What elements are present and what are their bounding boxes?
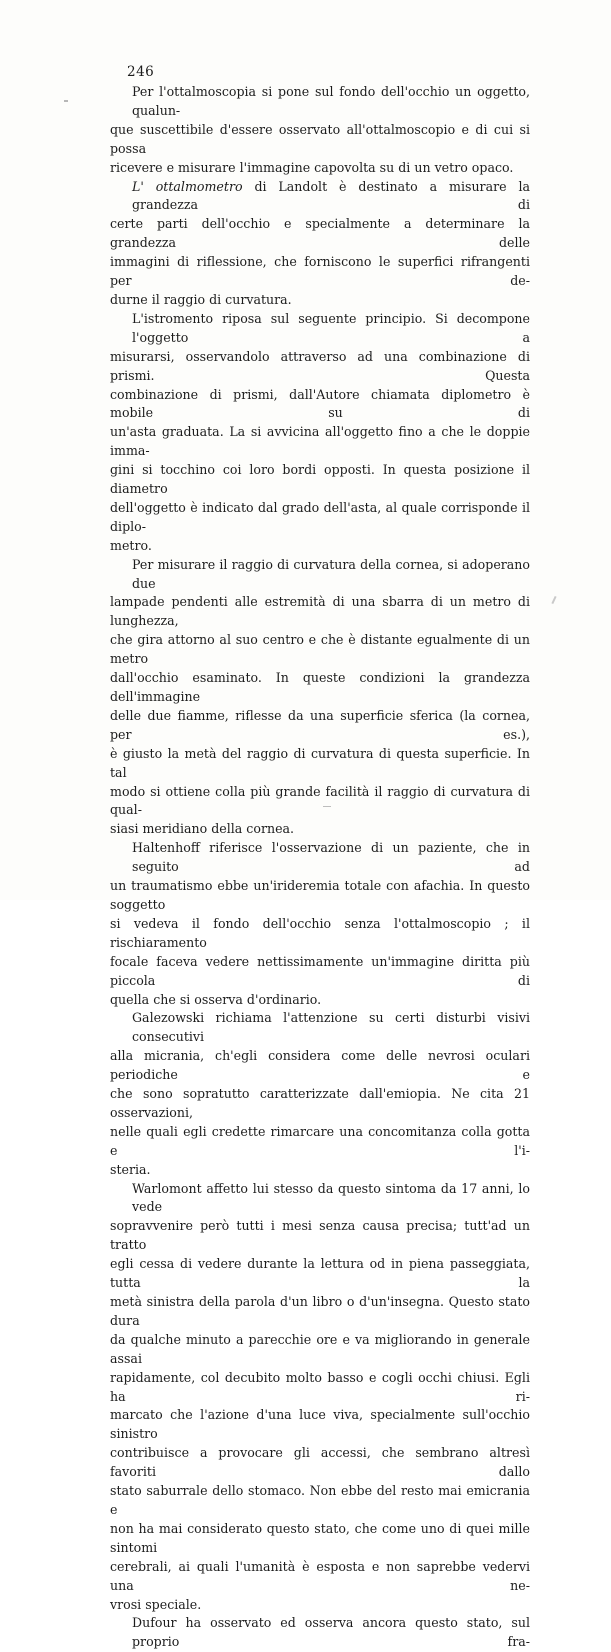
text-line: Dufour ha osservato ed osserva ancora questo stato, sul proprio fra- [132, 1615, 530, 1650]
text-line: un traumatismo ebbe un'irideremia totale con afachia. In questo soggetto [110, 878, 530, 912]
paragraph [110, 310, 530, 556]
text-line: modo si ottiene colla più grande facilità il raggio di curvatura di qual- [110, 783, 530, 818]
text-line: che sono sopratutto caratterizzate dall'emiopia. Ne cita 21 osservazioni, [110, 1086, 530, 1120]
text-line: da qualche minuto a parecchie ore e va migliorando in generale assai [110, 1331, 530, 1366]
text-line: Warlomont affetto lui stesso da questo sintoma da 17 anni, lo vede [132, 1180, 530, 1215]
text-line: dell'oggetto è indicato dal grado dell'asta, al quale corrisponde il diplo- [110, 499, 530, 534]
text-line: metà sinistra della parola d'un libro o d'un'insegna. Questo stato dura [110, 1294, 530, 1328]
text-line: L'istromento riposa sul seguente principio. Si decompone l'oggetto a [132, 310, 530, 345]
text-line: siasi meridiano della cornea. [110, 821, 295, 837]
text-line: nelle quali egli credette rimarcare una concomitanza colla gotta e l'i- [110, 1123, 530, 1158]
margin-speck [64, 100, 68, 102]
text-fragment: di Landolt è destinato a misurare la grandezza di [132, 178, 530, 213]
text-line: è giusto la metà del raggio di curvatura di questa superficie. In tal [110, 745, 530, 780]
text-line: cerebrali, ai quali l'umanità è esposta e non saprebbe vedervi una ne- [110, 1558, 530, 1593]
paragraph [110, 1614, 530, 1652]
text-line: dall'occhio esaminato. In queste condizioni la grandezza dell'immagine [110, 670, 530, 704]
text-line: Haltenhoff riferisce l'osservazione di un paziente, che in seguito ad [132, 840, 530, 875]
text-line: sopravvenire però tutti i mesi senza causa precisa; tutt'ad un tratto [110, 1218, 530, 1253]
page-number: 246 [127, 64, 155, 80]
italic-term: L' ottalmometro [132, 178, 243, 194]
text-line: immagini di riflessione, che forniscono le superfici rifrangenti per de- [110, 254, 530, 289]
text-line: stato saburrale dello stomaco. Non ebbe del resto mai emicrania e [110, 1483, 530, 1517]
text-line: quella che si osserva d'ordinario. [110, 991, 322, 1007]
text-line: non ha mai considerato questo stato, che come uno di quei mille sintomi [110, 1520, 530, 1555]
paragraph [110, 556, 530, 840]
paragraph [110, 839, 530, 1009]
paragraph [110, 1180, 530, 1615]
text-line: un'asta graduata. La si avvicina all'oggetto fino a che le doppie imma- [110, 424, 530, 459]
text-line: Per misurare il raggio di curvatura della cornea, si adoperano due [132, 556, 530, 591]
text-line: contribuisce a provocare gli accessi, che sembrano altresì favoriti dallo [110, 1445, 530, 1480]
text-line: egli cessa di vedere durante la lettura od in piena passeggiata, tutta la [110, 1256, 530, 1291]
text-line: Galezowski richiama l'attenzione su certi disturbi visivi consecutivi [132, 1010, 530, 1045]
text-line: Per l'ottalmoscopia si pone sul fondo dell'occhio un oggetto, qualun- [132, 84, 530, 118]
paragraph [110, 178, 530, 310]
text-line: rapidamente, col decubito molto basso e cogli occhi chiusi. Egli ha ri- [110, 1369, 530, 1404]
text-line: si vedeva il fondo dell'occhio senza l'ottalmoscopio ; il rischiaramento [110, 915, 530, 950]
body-text [110, 83, 530, 1652]
text-line: que suscettibile d'essere osservato all'ottalmoscopio e di cui si possa [110, 121, 530, 156]
text-line: ricevere e misurare l'immagine capovolta su di un vetro opaco. [110, 159, 514, 175]
text-line: durne il raggio di curvatura. [110, 291, 292, 307]
paragraph [110, 1009, 530, 1179]
text-line: certe parti dell'occhio e specialmente a determinare la grandezza delle [110, 216, 530, 251]
text-line: vrosi speciale. [110, 1596, 202, 1612]
text-line: combinazione di prismi, dall'Autore chiamata diplometro è mobile su di [110, 386, 530, 421]
text-line: steria. [110, 1161, 151, 1177]
text-line: che gira attorno al suo centro e che è distante egualmente di un metro [110, 632, 530, 667]
paragraph [110, 83, 530, 178]
text-line: gini si tocchino coi loro bordi opposti. In questa posizione il diametro [110, 462, 530, 497]
text-line: focale faceva vedere nettissimamente un'immagine diritta più piccola di [110, 953, 530, 988]
text-line: metro. [110, 537, 152, 553]
text-line: alla micrania, ch'egli considera come delle nevrosi oculari periodiche e [110, 1048, 530, 1083]
margin-speck [551, 596, 556, 604]
text-line: marcato che l'azione d'una luce viva, specialmente sull'occhio sinistro [110, 1407, 530, 1442]
text-line [110, 178, 530, 216]
text-line: delle due fiamme, riflesse da una superficie sferica (la cornea, per es.), [110, 707, 530, 742]
text-line: misurarsi, osservandolo attraverso ad una combinazione di prismi. Questa [110, 348, 530, 383]
text-line: lampade pendenti alle estremità di una sbarra di un metro di lunghezza, [110, 594, 530, 629]
